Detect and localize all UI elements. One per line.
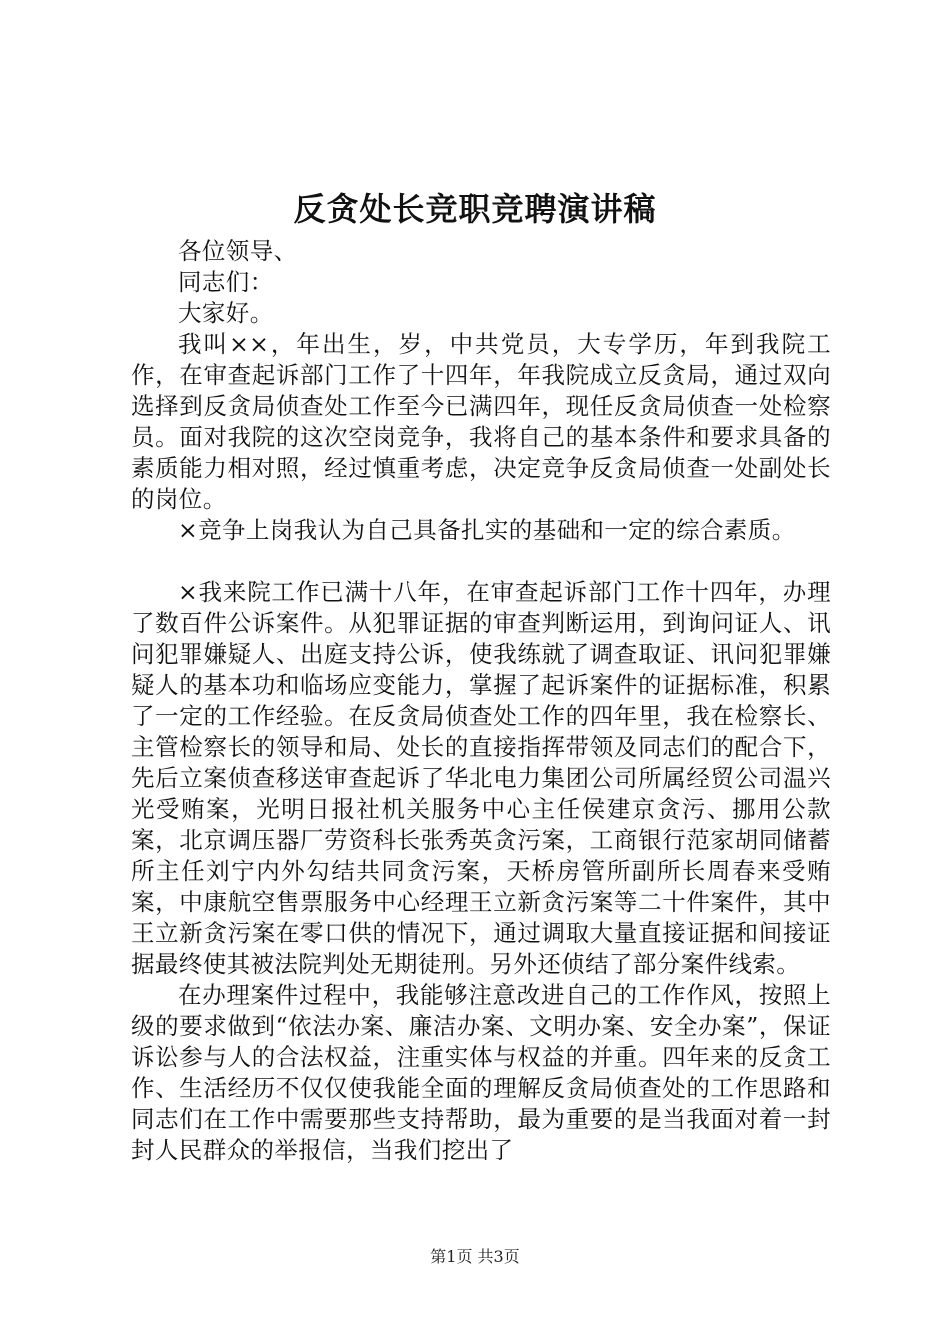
document-title: 反贪处长竞职竞聘演讲稿 [293, 190, 657, 228]
greeting-line: 各位领导、 [178, 237, 298, 265]
greeting-line: 大家好。 [178, 299, 274, 327]
greeting-line: 同志们： [178, 268, 274, 296]
page-footer: 第1页 共3页 [430, 1247, 520, 1266]
body-paragraph: 我叫××，年出生，岁，中共党员，大专学历，年到我院工作，在审查起诉部门工作了十四年，年我院成立反贪局，通过双向选择到反贪局侦查处工作至今已满四年，现任反贪局侦查一处检察员。面对我院的这次空岗竞争，我将自己的基本条件和要求具备的素质能力相对照，经过慎重考虑，决定竞争反贪局侦查一处副处长的岗位。 [131, 330, 831, 513]
document-body [131, 236, 831, 1166]
body-paragraph: 在办理案件过程中，我能够注意改进自己的工作作风，按照上级的要求做到“依法办案、廉洁办案、文明办案、安全办案”，保证诉讼参与人的合法权益，注重实体与权益的并重。四年来的反贪工作、生活经历不仅仅使我能全面的理解反贪局侦查处的工作思路和同志们在工作中需要那些支持帮助，最为重要的是当我面对着一封封人民群众的举报信，当我们挖出了 [131, 981, 831, 1164]
body-paragraph: ×我来院工作已满十八年，在审查起诉部门工作十四年，办理了数百件公诉案件。从犯罪证据的审查判断运用，到询问证人、讯问犯罪嫌疑人、出庭支持公诉，使我练就了调查取证、讯问犯罪嫌疑人的基本功和临场应变能力，掌握了起诉案件的证据标准，积累了一定的工作经验。在反贪局侦查处工作的四年里，我在检察长、主管检察长的领导和局、处长的直接指挥带领及同志们的配合下，先后立案侦查移送审查起诉了华北电力集团公司所属经贸公司温兴光受贿案，光明日报社机关服务中心主任侯建京贪污、挪用公款案，北京调压器厂劳资科长张秀英贪污案，工商银行范家胡同储蓄所主任刘宁内外勾结共同贪污案，天桥房管所副所长周春来受贿案，中康航空售票服务中心经理王立新贪污案等二十件案件，其中王立新贪污案在零口供的情况下，通过调取大量直接证据和间接证据最终使其被法院判处无期徒刑。另外还侦结了部分案件线索。 [131, 578, 831, 978]
body-paragraph: ×竞争上岗我认为自己具备扎实的基础和一定的综合素质。 [178, 516, 796, 544]
